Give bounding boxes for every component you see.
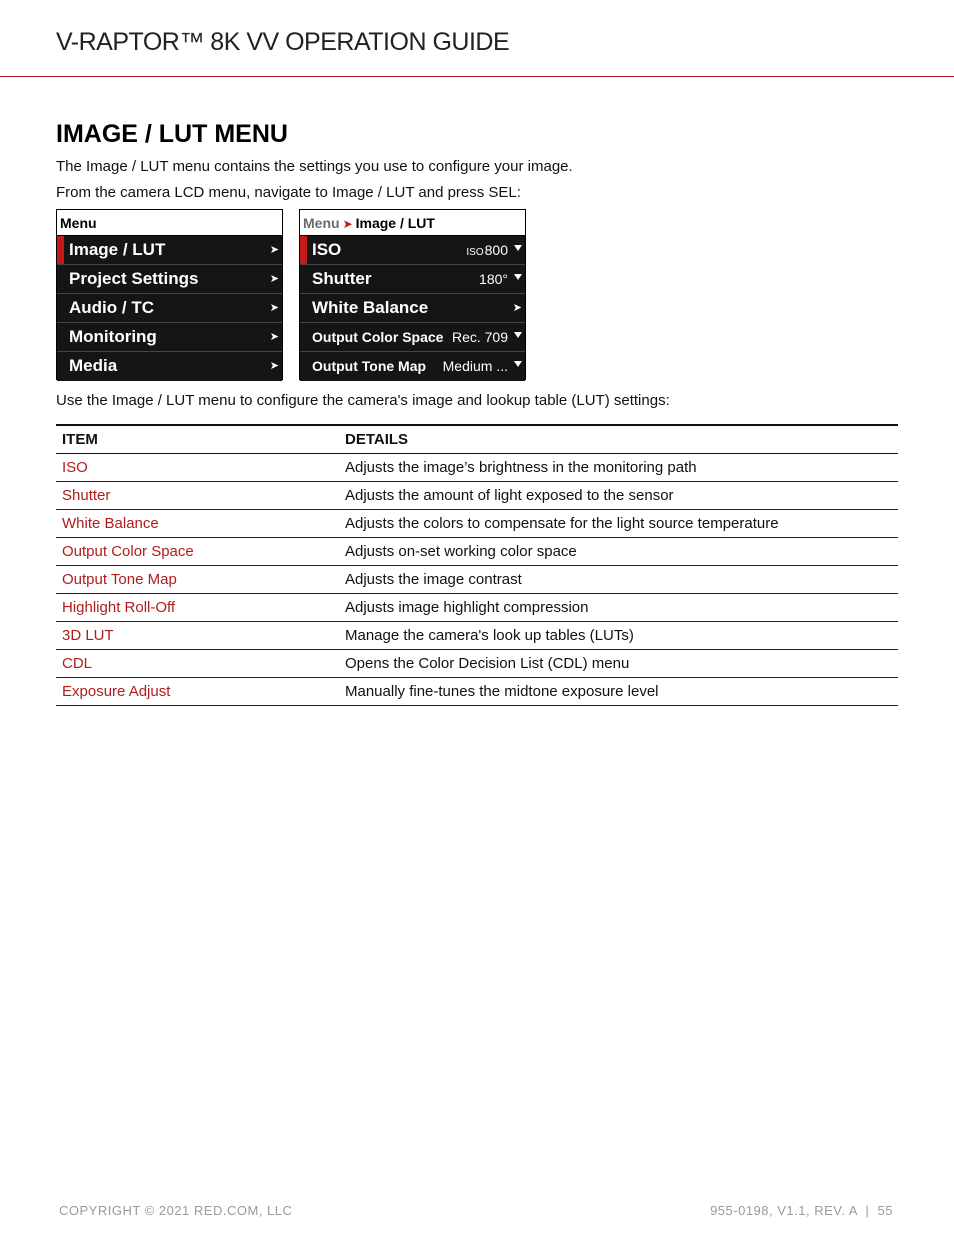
lcd-menu-item-label: Project Settings: [69, 269, 199, 288]
table-header-row: [56, 425, 898, 453]
table-intro: Use the Image / LUT menu to configure the camera's image and lookup table (LUT) settings:: [56, 392, 670, 409]
settings-table: [56, 424, 898, 706]
lcd-menu-item-monitoring[interactable]: [57, 323, 282, 352]
lcd-setting-output-tone-map[interactable]: [300, 352, 525, 381]
table-row: [56, 565, 898, 593]
table-row: [56, 453, 898, 481]
iso-value: 800: [484, 242, 508, 258]
chevron-right-icon: ➤: [269, 331, 279, 343]
lcd-image-lut-menu: [299, 209, 526, 380]
document-header-title: V-RAPTOR™ 8K VV OPERATION GUIDE: [56, 28, 510, 56]
lcd-setting-value: [466, 236, 508, 267]
header-divider: [0, 76, 954, 77]
chevron-down-icon: [514, 361, 522, 367]
chevron-right-icon: ➤: [269, 273, 279, 285]
lcd-menu-item-media[interactable]: [57, 352, 282, 381]
footer-copyright: COPYRIGHT © 2021 RED.COM, LLC: [59, 1203, 293, 1218]
lcd-setting-white-balance[interactable]: [300, 294, 525, 323]
lcd-setting-label: Shutter: [312, 269, 372, 288]
table-row: [56, 593, 898, 621]
chevron-down-icon: [514, 245, 522, 251]
chevron-down-icon: [514, 332, 522, 338]
iso-prefix: ISO: [466, 247, 484, 258]
nav-instruction: From the camera LCD menu, navigate to Image / LUT and press SEL:: [56, 184, 521, 201]
intro-paragraph: The Image / LUT menu contains the settings you use to configure your image.: [56, 158, 573, 175]
item-details: Manually fine-tunes the midtone exposure level: [339, 677, 898, 705]
chevron-right-icon: ➤: [269, 360, 279, 372]
breadcrumb-root[interactable]: Menu: [303, 215, 340, 231]
lcd-menu-item-image-lut[interactable]: [57, 236, 282, 265]
chevron-right-icon: ➤: [269, 302, 279, 314]
lcd-setting-label: Output Tone Map: [312, 358, 427, 374]
section-title: IMAGE / LUT MENU: [56, 120, 288, 148]
item-link-exposure-adjust[interactable]: Exposure Adjust: [56, 677, 339, 705]
chevron-down-icon: [514, 274, 522, 280]
table-row: [56, 677, 898, 705]
item-details: Adjusts the image contrast: [339, 565, 898, 593]
column-header-item: ITEM: [56, 425, 339, 453]
item-link-output-color-space[interactable]: Output Color Space: [56, 537, 339, 565]
lcd-setting-label: White Balance: [312, 298, 429, 317]
lcd-setting-shutter[interactable]: [300, 265, 525, 294]
column-header-details: DETAILS: [339, 425, 898, 453]
item-link-iso[interactable]: ISO: [56, 453, 339, 481]
chevron-right-icon: ➤: [512, 302, 522, 314]
table-row: [56, 621, 898, 649]
item-details: Opens the Color Decision List (CDL) menu: [339, 649, 898, 677]
item-link-shutter[interactable]: Shutter: [56, 481, 339, 509]
item-details: Adjusts the image’s brightness in the monitoring path: [339, 453, 898, 481]
table-row: [56, 537, 898, 565]
item-link-white-balance[interactable]: White Balance: [56, 509, 339, 537]
lcd-menu-item-label: Monitoring: [69, 327, 157, 346]
table-row: [56, 481, 898, 509]
table-row: [56, 509, 898, 537]
lcd-main-menu: [56, 209, 283, 380]
lcd-menu-item-label: Media: [69, 356, 118, 375]
lcd-setting-iso[interactable]: [300, 236, 525, 265]
lcd-breadcrumb: [300, 210, 525, 236]
lcd-main-menu-title: Menu: [57, 210, 282, 236]
item-link-cdl[interactable]: CDL: [56, 649, 339, 677]
item-details: Manage the camera's look up tables (LUTs): [339, 621, 898, 649]
item-link-3d-lut[interactable]: 3D LUT: [56, 621, 339, 649]
breadcrumb-current: Image / LUT: [355, 215, 435, 231]
footer-doc-ref: 955-0198, V1.1, REV. A | 55: [710, 1203, 893, 1218]
item-details: Adjusts image highlight compression: [339, 593, 898, 621]
lcd-menu-item-audio-tc[interactable]: [57, 294, 282, 323]
lcd-setting-value: 180°: [479, 271, 508, 287]
breadcrumb-arrow-icon: ➤: [342, 217, 353, 231]
table-row: [56, 649, 898, 677]
lcd-setting-label: ISO: [312, 240, 342, 259]
item-details: Adjusts the colors to compensate for the light source temperature: [339, 509, 898, 537]
lcd-setting-output-color-space[interactable]: [300, 323, 525, 352]
lcd-menu-item-project-settings[interactable]: [57, 265, 282, 294]
lcd-menu-item-label: Image / LUT: [69, 240, 166, 259]
item-link-highlight-roll-off[interactable]: Highlight Roll-Off: [56, 593, 339, 621]
item-details: Adjusts on-set working color space: [339, 537, 898, 565]
chevron-right-icon: ➤: [269, 244, 279, 256]
lcd-setting-value: Rec. 709: [451, 329, 508, 345]
item-link-output-tone-map[interactable]: Output Tone Map: [56, 565, 339, 593]
lcd-setting-value: Medium ...: [442, 358, 508, 374]
lcd-setting-label: Output Color Space: [312, 329, 444, 345]
item-details: Adjusts the amount of light exposed to the sensor: [339, 481, 898, 509]
lcd-menu-item-label: Audio / TC: [69, 298, 154, 317]
